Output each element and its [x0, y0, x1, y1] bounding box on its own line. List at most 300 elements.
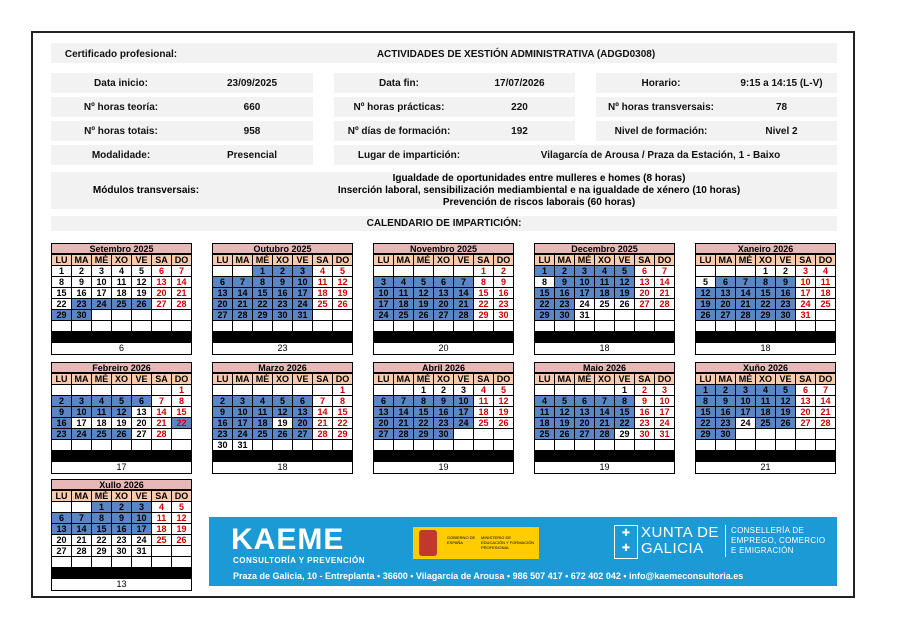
day-cell: 9	[72, 277, 92, 288]
day-cell: 28	[816, 418, 836, 429]
day-cell: 4	[92, 396, 112, 407]
day-cell: 2	[434, 385, 454, 396]
day-cell: 18	[394, 299, 414, 310]
empty-cell	[575, 321, 595, 332]
day-cell: 20	[152, 288, 172, 299]
day-cell: 29	[474, 310, 494, 321]
separator-cell	[756, 451, 776, 462]
day-cell: 29	[615, 429, 635, 440]
empty-cell	[454, 321, 474, 332]
separator-cell	[414, 332, 434, 343]
weekday-header: XO	[112, 255, 132, 266]
day-cell: 3	[233, 396, 253, 407]
day-cell: 12	[273, 407, 293, 418]
logo-divider	[725, 525, 726, 557]
separator-cell	[112, 568, 132, 579]
empty-cell	[374, 385, 394, 396]
day-cell: 2	[273, 266, 293, 277]
day-cell: 21	[595, 418, 615, 429]
day-cell: 18	[535, 418, 555, 429]
day-cell: 25	[112, 299, 132, 310]
day-cell: 1	[474, 266, 494, 277]
day-cell: 24	[575, 299, 595, 310]
day-cell: 8	[615, 396, 635, 407]
weekday-header: DO	[172, 491, 192, 502]
empty-cell	[575, 440, 595, 451]
empty-cell	[172, 310, 192, 321]
day-cell: 6	[213, 277, 233, 288]
day-cell: 16	[776, 288, 796, 299]
modulo-item: Igualdade de oportunidades entre mulleres e homes (8 horas)	[392, 173, 686, 184]
certificate-value: ACTIVIDADES DE XESTIÓN ADMINISTRATIVA (ADGD0308)	[376, 49, 656, 60]
day-cell: 21	[72, 535, 92, 546]
weekday-header: XO	[595, 255, 615, 266]
separator-cell	[756, 332, 776, 343]
separator-cell	[273, 451, 293, 462]
day-cell: 24	[736, 418, 756, 429]
contact-line: Praza de Galicia, 10 - Entreplanta • 36600 • Vilagarcía de Arousa • 986 507 417 • 672 402 042 • info@kaemeconsultoria.es	[233, 571, 744, 581]
weekday-header: DO	[494, 255, 514, 266]
empty-cell	[736, 440, 756, 451]
day-cell: 25	[595, 299, 615, 310]
day-cell: 29	[535, 310, 555, 321]
month-total-days: 20	[373, 343, 514, 355]
day-cell: 16	[112, 524, 132, 535]
day-cell: 2	[213, 396, 233, 407]
day-cell: 25	[394, 310, 414, 321]
day-cell: 16	[273, 288, 293, 299]
day-cell: 29	[333, 429, 353, 440]
day-cell: 20	[293, 418, 313, 429]
day-cell: 14	[313, 407, 333, 418]
weekday-header: XO	[595, 374, 615, 385]
weekday-header: SA	[635, 255, 655, 266]
weekday-header: MA	[72, 374, 92, 385]
day-cell: 23	[776, 299, 796, 310]
separator-cell	[776, 332, 796, 343]
day-cell: 13	[635, 277, 655, 288]
separator-cell	[52, 332, 72, 343]
separator-cell	[575, 332, 595, 343]
day-cell: 6	[434, 277, 454, 288]
empty-cell	[454, 440, 474, 451]
day-cell: 13	[374, 407, 394, 418]
day-cell: 17	[72, 418, 92, 429]
day-cell: 4	[313, 266, 333, 277]
day-cell: 9	[112, 513, 132, 524]
weekday-header: LU	[52, 374, 72, 385]
info-value: 660	[243, 102, 261, 113]
day-cell: 5	[776, 385, 796, 396]
day-cell: 31	[796, 310, 816, 321]
day-cell: 16	[72, 288, 92, 299]
weekday-header: MÉ	[92, 255, 112, 266]
separator-cell	[595, 451, 615, 462]
separator-cell	[595, 332, 615, 343]
day-cell: 6	[635, 266, 655, 277]
month-total-days: 21	[695, 462, 836, 474]
day-cell: 26	[555, 429, 575, 440]
day-cell: 7	[655, 266, 675, 277]
empty-cell	[555, 385, 575, 396]
empty-cell	[535, 385, 555, 396]
day-cell: 11	[756, 396, 776, 407]
day-cell: 24	[233, 429, 253, 440]
day-cell: 9	[716, 396, 736, 407]
lugar-value: Vilagarcía de Arousa / Praza da Estación, 1 - Baixo	[540, 150, 781, 161]
day-cell: 29	[253, 310, 273, 321]
day-cell: 3	[132, 502, 152, 513]
day-cell: 6	[293, 396, 313, 407]
separator-cell	[112, 451, 132, 462]
empty-cell	[394, 385, 414, 396]
day-cell: 7	[72, 513, 92, 524]
separator-cell	[333, 332, 353, 343]
day-cell: 10	[655, 396, 675, 407]
day-cell: 14	[72, 524, 92, 535]
day-cell: 5	[132, 266, 152, 277]
separator-cell	[635, 451, 655, 462]
weekday-header: DO	[172, 255, 192, 266]
day-cell: 1	[756, 266, 776, 277]
weekday-header: XO	[756, 374, 776, 385]
empty-cell	[756, 429, 776, 440]
weekday-header: DO	[172, 374, 192, 385]
empty-cell	[72, 385, 92, 396]
day-cell: 25	[474, 418, 494, 429]
separator-cell	[655, 451, 675, 462]
separator-cell	[233, 451, 253, 462]
month-total-days: 18	[212, 462, 353, 474]
month-calendar	[534, 243, 675, 355]
month-title: Marzo 2026	[212, 362, 353, 373]
separator-cell	[273, 332, 293, 343]
weekday-header: SA	[152, 255, 172, 266]
day-cell: 14	[233, 288, 253, 299]
separator-cell	[152, 568, 172, 579]
lugar-label: Lugar de impartición:	[357, 150, 461, 161]
month-calendar	[373, 243, 514, 355]
empty-cell	[92, 385, 112, 396]
empty-cell	[696, 321, 716, 332]
empty-cell	[796, 440, 816, 451]
empty-cell	[696, 266, 716, 277]
day-cell: 29	[92, 546, 112, 557]
month-title: Abril 2026	[373, 362, 514, 373]
separator-cell	[152, 332, 172, 343]
day-cell: 21	[152, 418, 172, 429]
day-cell: 18	[756, 407, 776, 418]
day-cell: 21	[736, 299, 756, 310]
month-title: Setembro 2025	[51, 243, 192, 254]
separator-cell	[494, 451, 514, 462]
empty-cell	[112, 385, 132, 396]
info-label: Nº días de formación:	[347, 126, 451, 137]
day-cell: 5	[333, 266, 353, 277]
weekday-header: MA	[233, 374, 253, 385]
empty-cell	[333, 440, 353, 451]
weekday-header: MA	[394, 255, 414, 266]
day-cell: 28	[655, 299, 675, 310]
empty-cell	[555, 440, 575, 451]
empty-cell	[172, 557, 192, 568]
day-cell: 21	[313, 418, 333, 429]
day-cell: 24	[293, 299, 313, 310]
weekday-header: MÉ	[253, 255, 273, 266]
day-cell: 21	[172, 288, 192, 299]
day-cell: 22	[52, 299, 72, 310]
info-label: Nº horas teoría:	[83, 102, 159, 113]
day-cell: 4	[152, 502, 172, 513]
day-cell: 4	[112, 266, 132, 277]
day-cell: 10	[293, 277, 313, 288]
day-cell: 23	[555, 299, 575, 310]
empty-cell	[313, 385, 333, 396]
day-cell: 17	[575, 288, 595, 299]
day-cell: 14	[172, 277, 192, 288]
day-cell: 8	[414, 396, 434, 407]
day-cell: 15	[615, 407, 635, 418]
weekday-header: MÉ	[575, 255, 595, 266]
day-cell: 30	[434, 429, 454, 440]
day-cell: 11	[816, 277, 836, 288]
weekday-header: MA	[394, 374, 414, 385]
info-value: 192	[511, 126, 528, 137]
day-cell: 15	[333, 407, 353, 418]
xunta-logo: XUNTA DE GALICIA	[641, 524, 719, 557]
empty-cell	[776, 321, 796, 332]
weekday-header: MÉ	[92, 374, 112, 385]
day-cell: 16	[494, 288, 514, 299]
weekday-header: DO	[655, 255, 675, 266]
empty-cell	[595, 440, 615, 451]
day-cell: 22	[474, 299, 494, 310]
day-cell: 30	[716, 429, 736, 440]
weekday-header: MA	[72, 255, 92, 266]
weekday-header: VE	[132, 374, 152, 385]
day-cell: 26	[333, 299, 353, 310]
day-cell: 2	[635, 385, 655, 396]
day-cell: 4	[816, 266, 836, 277]
day-cell: 8	[253, 277, 273, 288]
separator-cell	[72, 451, 92, 462]
empty-cell	[736, 321, 756, 332]
separator-cell	[474, 451, 494, 462]
day-cell: 19	[112, 418, 132, 429]
separator-cell	[132, 451, 152, 462]
day-cell: 18	[816, 288, 836, 299]
day-cell: 16	[213, 418, 233, 429]
info-label: Nº horas prácticas:	[353, 102, 445, 113]
empty-cell	[374, 440, 394, 451]
weekday-header: LU	[213, 374, 233, 385]
separator-cell	[716, 332, 736, 343]
gobierno-logo	[413, 527, 539, 559]
weekday-header: DO	[333, 255, 353, 266]
separator-cell	[253, 451, 273, 462]
day-cell: 5	[414, 277, 434, 288]
day-cell: 2	[52, 396, 72, 407]
weekday-header: SA	[635, 374, 655, 385]
separator-cell	[172, 451, 192, 462]
empty-cell	[233, 321, 253, 332]
day-cell: 16	[555, 288, 575, 299]
empty-cell	[655, 440, 675, 451]
day-cell: 15	[172, 407, 192, 418]
separator-cell	[796, 451, 816, 462]
kaeme-logo: KAEME	[231, 523, 345, 556]
day-cell: 12	[172, 513, 192, 524]
day-cell: 13	[796, 396, 816, 407]
day-cell: 31	[233, 440, 253, 451]
separator-cell	[555, 332, 575, 343]
day-cell: 3	[293, 266, 313, 277]
day-cell: 19	[172, 524, 192, 535]
day-cell: 26	[172, 535, 192, 546]
empty-cell	[132, 557, 152, 568]
info-label: Data fin:	[379, 78, 419, 89]
day-cell: 22	[615, 418, 635, 429]
day-cell: 25	[92, 429, 112, 440]
separator-cell	[52, 568, 72, 579]
day-cell: 30	[112, 546, 132, 557]
separator-cell	[434, 332, 454, 343]
empty-cell	[736, 429, 756, 440]
info-label: Nº horas transversais:	[608, 102, 714, 113]
empty-cell	[333, 321, 353, 332]
day-cell: 27	[635, 299, 655, 310]
day-cell: 18	[112, 288, 132, 299]
empty-cell	[152, 557, 172, 568]
day-cell: 3	[736, 385, 756, 396]
info-value: 78	[775, 102, 788, 113]
day-cell: 2	[555, 266, 575, 277]
day-cell: 29	[756, 310, 776, 321]
separator-cell	[313, 451, 333, 462]
day-cell: 12	[555, 407, 575, 418]
spain-shield-icon	[419, 530, 437, 556]
weekday-header: XO	[112, 374, 132, 385]
day-cell: 24	[92, 299, 112, 310]
separator-cell	[333, 451, 353, 462]
day-cell: 10	[72, 407, 92, 418]
day-cell: 18	[595, 288, 615, 299]
xunta-shield-icon: ✚ ✚	[614, 525, 638, 559]
day-cell: 21	[816, 407, 836, 418]
day-cell: 12	[776, 396, 796, 407]
weekday-header: XO	[273, 374, 293, 385]
day-cell: 22	[414, 418, 434, 429]
day-cell: 14	[655, 277, 675, 288]
day-cell: 10	[575, 277, 595, 288]
separator-cell	[313, 332, 333, 343]
separator-cell	[615, 451, 635, 462]
weekday-header: XO	[434, 374, 454, 385]
day-cell: 16	[434, 407, 454, 418]
day-cell: 20	[132, 418, 152, 429]
day-cell: 30	[494, 310, 514, 321]
day-cell: 19	[555, 418, 575, 429]
separator-cell	[233, 332, 253, 343]
day-cell: 2	[112, 502, 132, 513]
day-cell: 26	[696, 310, 716, 321]
day-cell: 16	[52, 418, 72, 429]
weekday-header: DO	[333, 374, 353, 385]
weekday-header: MA	[716, 255, 736, 266]
day-cell: 28	[595, 429, 615, 440]
day-cell: 17	[736, 407, 756, 418]
weekday-header: SA	[474, 255, 494, 266]
weekday-header: SA	[796, 255, 816, 266]
weekday-header: VE	[615, 255, 635, 266]
day-cell: 19	[273, 418, 293, 429]
day-cell: 22	[535, 299, 555, 310]
empty-cell	[474, 440, 494, 451]
weekday-header: VE	[293, 255, 313, 266]
day-cell: 13	[293, 407, 313, 418]
separator-cell	[555, 451, 575, 462]
day-cell: 28	[454, 310, 474, 321]
day-cell: 6	[374, 396, 394, 407]
day-cell: 6	[52, 513, 72, 524]
month-calendar	[373, 362, 514, 474]
day-cell: 17	[92, 288, 112, 299]
weekday-header: SA	[474, 374, 494, 385]
day-cell: 25	[535, 429, 555, 440]
empty-cell	[92, 310, 112, 321]
separator-cell	[172, 568, 192, 579]
day-cell: 27	[52, 546, 72, 557]
day-cell: 24	[132, 535, 152, 546]
empty-cell	[635, 321, 655, 332]
separator-cell	[374, 332, 394, 343]
weekday-header: DO	[816, 374, 836, 385]
day-cell: 23	[434, 418, 454, 429]
day-cell: 5	[494, 385, 514, 396]
day-cell: 3	[575, 266, 595, 277]
weekday-header: MA	[72, 491, 92, 502]
separator-cell	[816, 451, 836, 462]
empty-cell	[253, 385, 273, 396]
empty-cell	[716, 440, 736, 451]
empty-cell	[233, 385, 253, 396]
separator-cell	[816, 332, 836, 343]
empty-cell	[92, 440, 112, 451]
day-cell: 20	[213, 299, 233, 310]
day-cell: 13	[152, 277, 172, 288]
footer-banner	[209, 517, 837, 586]
day-cell: 13	[575, 407, 595, 418]
day-cell: 7	[736, 277, 756, 288]
month-title: Decembro 2025	[534, 243, 675, 254]
day-cell: 30	[635, 429, 655, 440]
empty-cell	[655, 310, 675, 321]
empty-cell	[172, 440, 192, 451]
day-cell: 21	[394, 418, 414, 429]
day-cell: 9	[555, 277, 575, 288]
weekday-header: MÉ	[736, 374, 756, 385]
weekday-header: DO	[816, 255, 836, 266]
empty-cell	[414, 266, 434, 277]
day-cell: 14	[454, 288, 474, 299]
day-cell: 27	[132, 429, 152, 440]
empty-cell	[172, 321, 192, 332]
day-cell: 15	[253, 288, 273, 299]
day-cell: 28	[736, 310, 756, 321]
month-title: Febreiro 2026	[51, 362, 192, 373]
empty-cell	[333, 310, 353, 321]
weekday-header: MÉ	[575, 374, 595, 385]
